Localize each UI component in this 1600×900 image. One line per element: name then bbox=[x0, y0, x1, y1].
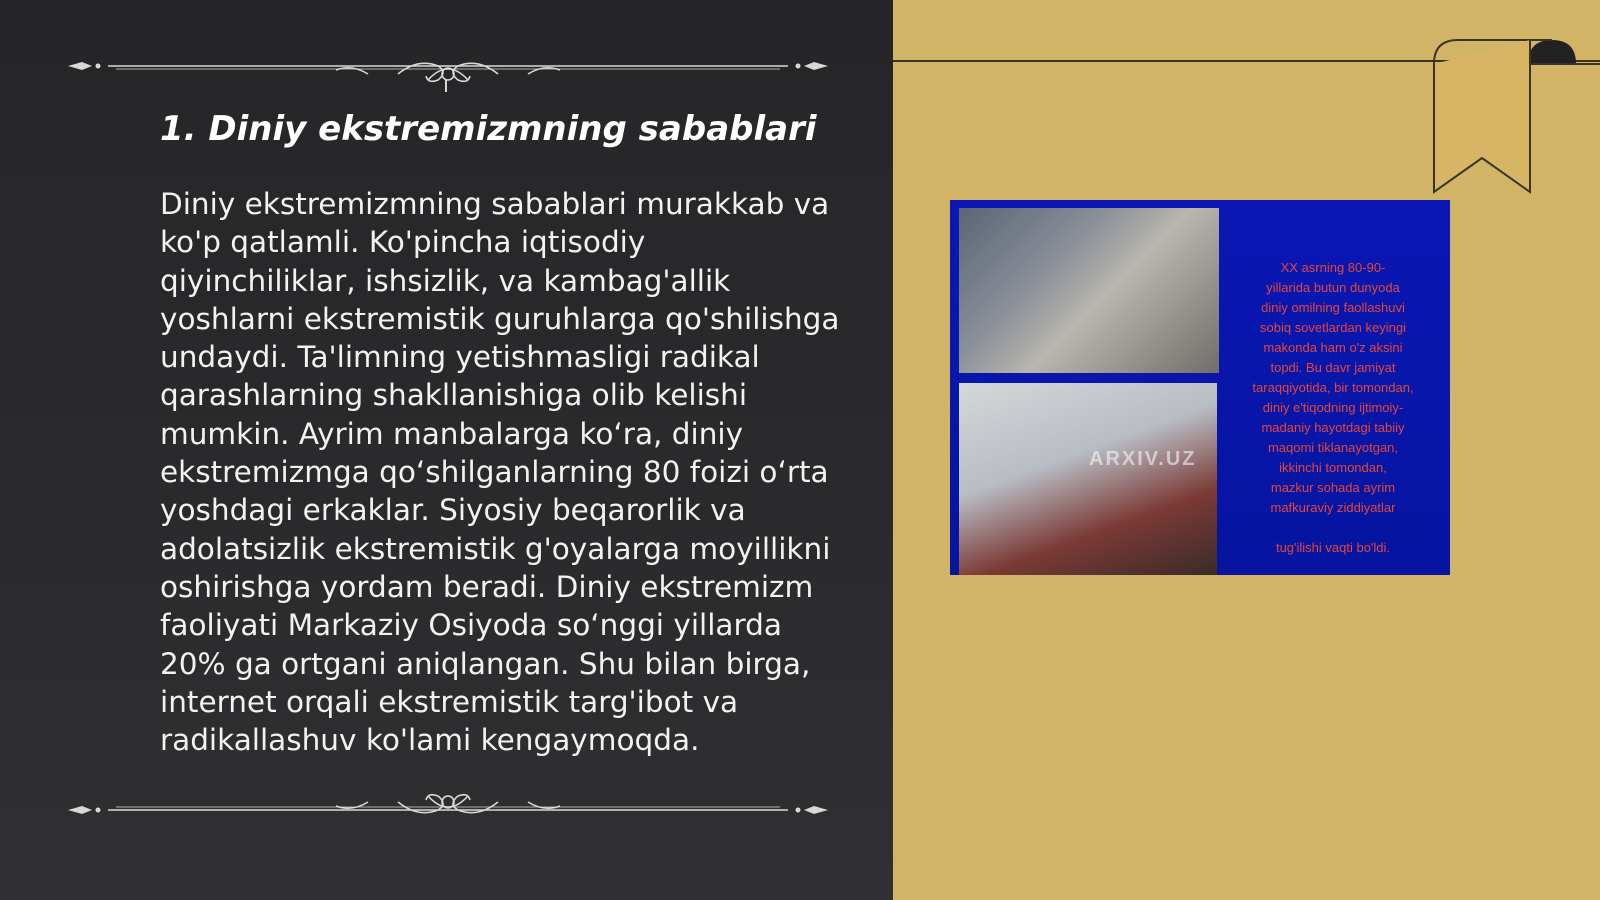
photo-crowd-flare bbox=[959, 383, 1217, 575]
ornament-divider-top bbox=[68, 44, 828, 94]
image-caption: XX asrning 80-90- yillarida butun dunyoda diniy omilning faollashuvi sobiq sovetlardan keyingi makonda ham o'z aksini topdi. Bu davr jamiyat taraqqiyotida, bir tomondan, diniy e'tiqodning ijtimoiy- madaniy hayotdagi tabiiy maqomi tiklanayotgan, ikkinchi tomondan, mazkur sohada ayrim mafkuraviy ziddiyatlar tug'ilishi vaqti bo'ldi. bbox=[1252, 260, 1414, 555]
image-watermark: ARXIV.UZ bbox=[1089, 448, 1197, 470]
slide-body-text: Diniy ekstremizmning sabablari murakkab va ko'p qatlamli. Ko'pincha iqtisodiy qiyinchiliklar, ishsizlik, va kambag'allik yoshlarni ekstremistik guruhlarga qo'shilishga undaydi. Ta'limning yetishmasligi radikal qarashlarning shakllanishiga olib kelishi mumkin. Ayrim manbalarga ko‘ra, diniy ekstremizmga qo‘shilganlarning 80 foizi o‘rta yoshdagi erkaklar. Siyosiy beqarorlik va adolatsizlik ekstremistik g'oyalarga moyillikni oshirishga yordam beradi. Diniy ekstremizm faoliyati Markaziy Osiyoda so‘nggi yillarda 20% ga ortgani aniqlangan. Shu bilan birga, internet orqali ekstremistik targ'ibot va radikallashuv ko'lami kengaymoqda. bbox=[160, 187, 840, 758]
photo-police-arrest bbox=[959, 208, 1219, 373]
slide-title: 1. Diniy ekstremizmning sabablari bbox=[160, 109, 817, 149]
bookmark-ribbon-icon bbox=[1432, 36, 1600, 202]
ornament-divider-bottom bbox=[68, 788, 828, 838]
news-image bbox=[950, 200, 1450, 575]
